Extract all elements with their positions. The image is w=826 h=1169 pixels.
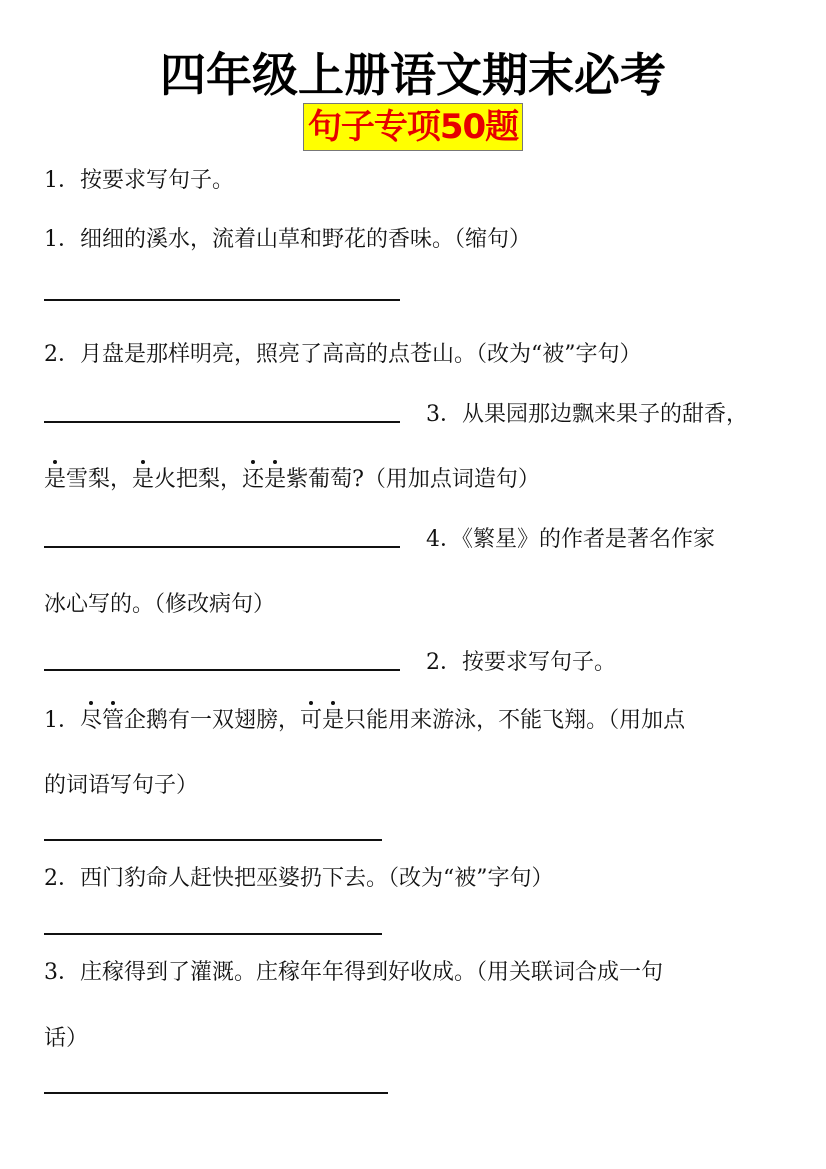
- section-2-question-3: 3．庄稼得到了灌溉。庄稼年年得到好收成。（用关联词合成一句: [44, 960, 663, 985]
- answer-line-4[interactable]: [44, 669, 400, 671]
- question-1: 1．细细的溪水，流着山草和野花的香味。（缩句）: [44, 227, 531, 252]
- section-2-question-1: [44, 706, 685, 736]
- answer-line-2[interactable]: [44, 421, 400, 423]
- answer-line-7[interactable]: [44, 1092, 388, 1094]
- emphasis-dot-char: 是: [322, 706, 344, 736]
- question-3-continued: [44, 465, 540, 495]
- subtitle: 句子专项50题: [303, 103, 523, 151]
- text-run: 火把梨，: [154, 467, 243, 492]
- emphasis-dot-char: 可: [300, 706, 322, 736]
- page-title: 四年级上册语文期末必考: [160, 48, 666, 102]
- question-4: 4．《繁星》的作者是著名作家: [426, 527, 715, 552]
- question-3: 3．从果园那边飘来果子的甜香，: [426, 402, 748, 427]
- text-run: 雪梨，: [66, 467, 133, 492]
- section-1-heading: 1．按要求写句子。: [44, 168, 234, 193]
- question-2: 2．月盘是那样明亮，照亮了高高的点苍山。（改为“被”字句）: [44, 342, 642, 367]
- emphasis-dot-char: 是: [264, 465, 286, 495]
- answer-line-1[interactable]: [44, 299, 400, 301]
- text-run: 1．: [44, 708, 80, 733]
- text-run: 企鹅有一双翅膀，: [124, 708, 301, 733]
- section-2-heading: 2．按要求写句子。: [426, 650, 616, 675]
- answer-line-5[interactable]: [44, 839, 382, 841]
- emphasis-dot-char: 是: [132, 465, 154, 495]
- emphasis-dot-char: 还: [242, 465, 264, 495]
- emphasis-dot-char: 是: [44, 465, 66, 495]
- subtitle-banner: [0, 103, 826, 151]
- section-2-question-3-continued: 话）: [44, 1026, 89, 1051]
- text-run: 紫葡萄?（用加点词造句）: [286, 467, 540, 492]
- emphasis-dot-char: 管: [102, 706, 124, 736]
- text-run: 只能用来游泳，不能飞翔。（用加点: [344, 708, 686, 733]
- emphasis-dot-char: 尽: [80, 706, 102, 736]
- answer-line-6[interactable]: [44, 933, 382, 935]
- section-2-question-1-continued: 的词语写句子）: [44, 773, 199, 798]
- answer-line-3[interactable]: [44, 546, 400, 548]
- section-2-question-2: 2．西门豹命人赶快把巫婆扔下去。（改为“被”字句）: [44, 866, 554, 891]
- question-4-continued: 冰心写的。（修改病句）: [44, 592, 276, 617]
